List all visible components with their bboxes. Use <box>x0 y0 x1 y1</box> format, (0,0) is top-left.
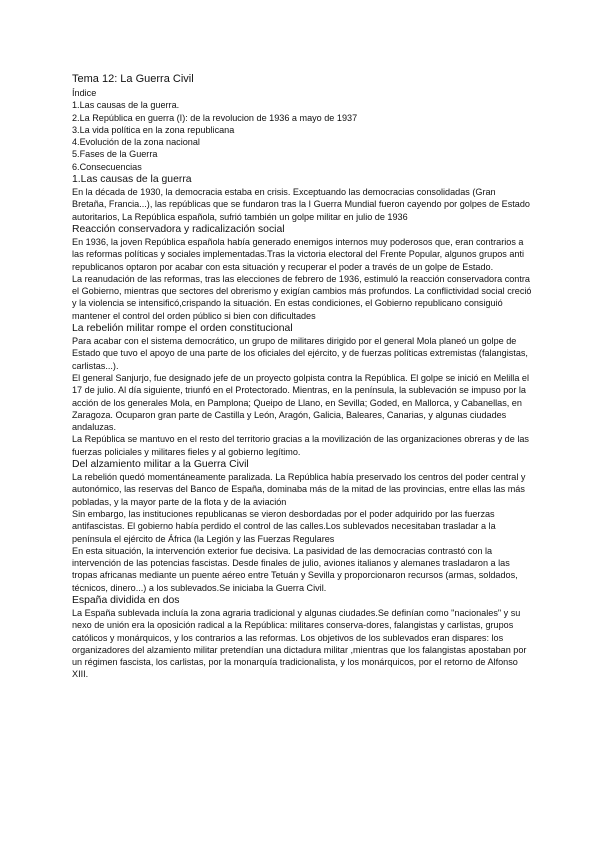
section-heading-civil-war: Del alzamiento militar a la Guerra Civil <box>72 459 249 471</box>
document-title: Tema 12: La Guerra Civil <box>72 73 194 85</box>
paragraph: Sin embargo, las instituciones republicanas se vieron desbordadas por el poder adquirido por las fuerzas antifascistas. El gobierno había perdido el control de las calles.Los sublevados necesitaban trasladar a la península el ejército de África (la Legión y las Fuerzas Regulares <box>72 508 496 544</box>
index-item: 1.Las causas de la guerra. <box>72 100 180 111</box>
section-heading-causes: 1.Las causas de la guerra <box>72 174 192 186</box>
index-item: 6.Consecuencias <box>72 161 142 172</box>
paragraph: La República se mantuvo en el resto del territorio gracias a la movilización de las organizaciones obreras y de las fuerzas policiales y militares fieles y al gobierno legítimo. <box>72 434 529 457</box>
document-page <box>72 72 532 681</box>
paragraph: Para acabar con el sistema democrático, un grupo de militares dirigido por el general Mola planeó un golpe de Estado que tuvo el apoyo de una parte de los oficiales del ejército, y de fuerzas políticas extremistas (falangistas, carlistas...). <box>72 336 528 371</box>
index-item: 2.La República en guerra (I): de la revolucion de 1936 a mayo de 1937 <box>72 112 358 123</box>
index-item: 3.La vida política en la zona republicana <box>72 124 235 135</box>
section-heading-divided-spain: España dividida en dos <box>72 594 180 606</box>
section-heading-reaction: Reacción conservadora y radicalización social <box>72 223 285 235</box>
paragraph: La España sublevada incluía la zona agraria tradicional y algunas ciudades.Se definían como "nacionales" y su nexo de unión era la oposición radical a la República: militares conserva-dores, falangistas y carlistas, grupos católicos y monárquicos, y los contrarios a las reformas. Los objetivos de los sublevados eran dispares: los organizadores del alzamiento militar pretendían una dictadura militar ,mientras que los falangistas apostaban por un régimen fascista, los carlistas, por la monarquía tradicionalista, y los monárquicos, por el retorno de Alfonso XIII. <box>72 607 527 680</box>
paragraph: En esta situación, la intervención exterior fue decisiva. La pasividad de las democracias contrastó con la intervención de las potencias fascistas. Desde finales de julio, aviones italianos y alemanes trasladaron a las tropas africanas mediante un puente aéreo entre Tetuán y Sevilla y proporcionaron recursos (armas, soldados, técnicos, dinero...) a los sublevados.Se iniciaba la Guerra Civil. <box>72 545 518 593</box>
paragraph: La reanudación de las reformas, tras las elecciones de febrero de 1936, estimuló la reacción conservadora contra el Gobierno, mientras que sectores del obrerismo y exigían cambios más profundos. La conflictividad social creció y la violencia se intensificó,crispando la situación. En estas condiciones, el Gobierno republicano consiguió mantener el control del orden público si bien con dificultades <box>72 273 532 321</box>
index-title: Índice <box>72 88 97 98</box>
section-heading-rebellion: La rebelión militar rompe el orden constitucional <box>72 323 293 335</box>
paragraph: La rebelión quedó momentáneamente paralizada. La República había preservado los centros del poder central y autonómico, las reservas del Banco de España, dominaba más de la mitad de las provincias, entre ellas las más pobladas, y la mayor parte de la flota y de la aviación <box>72 472 526 507</box>
index-list <box>72 99 532 173</box>
index-item: 5.Fases de la Guerra <box>72 149 158 160</box>
index-item: 4.Evolución de la zona nacional <box>72 137 200 148</box>
paragraph: El general Sanjurjo, fue designado jefe de un proyecto golpista contra la República. El golpe se inició en Melilla el 17 de julio. Al día siguiente, triunfó en el Protectorado. Mientras, en la península, la sublevación se impuso por la acción de los generales Mola, en Pamplona; Queipo de Llano, en Sevilla; Goded, en Mallorca, y Cabanellas, en Zaragoza. Ocuparon gran parte de Castilla y León, Aragón, Galicia, Baleares, Canarias, y algunas ciudades andaluzas. <box>72 372 529 433</box>
paragraph: En 1936, la joven República española había generado enemigos internos muy poderosos que, eran contrarios a las reformas políticas y sociales implementadas.Tras la victoria electoral del Frente Popular, algunos grupos anti republicanos optaron por acabar con esta situación y recuperar el poder a través de un golpe de Estado. <box>72 236 525 272</box>
paragraph: En la década de 1930, la democracia estaba en crisis. Exceptuando las democracias consolidadas (Gran Bretaña, Francia...), las repúblicas que se fundaron tras la I Guerra Mundial fueron cayendo por golpes de Estado autoritarios, La República española, sufrió también un golpe militar en julio de 1936 <box>72 187 530 222</box>
